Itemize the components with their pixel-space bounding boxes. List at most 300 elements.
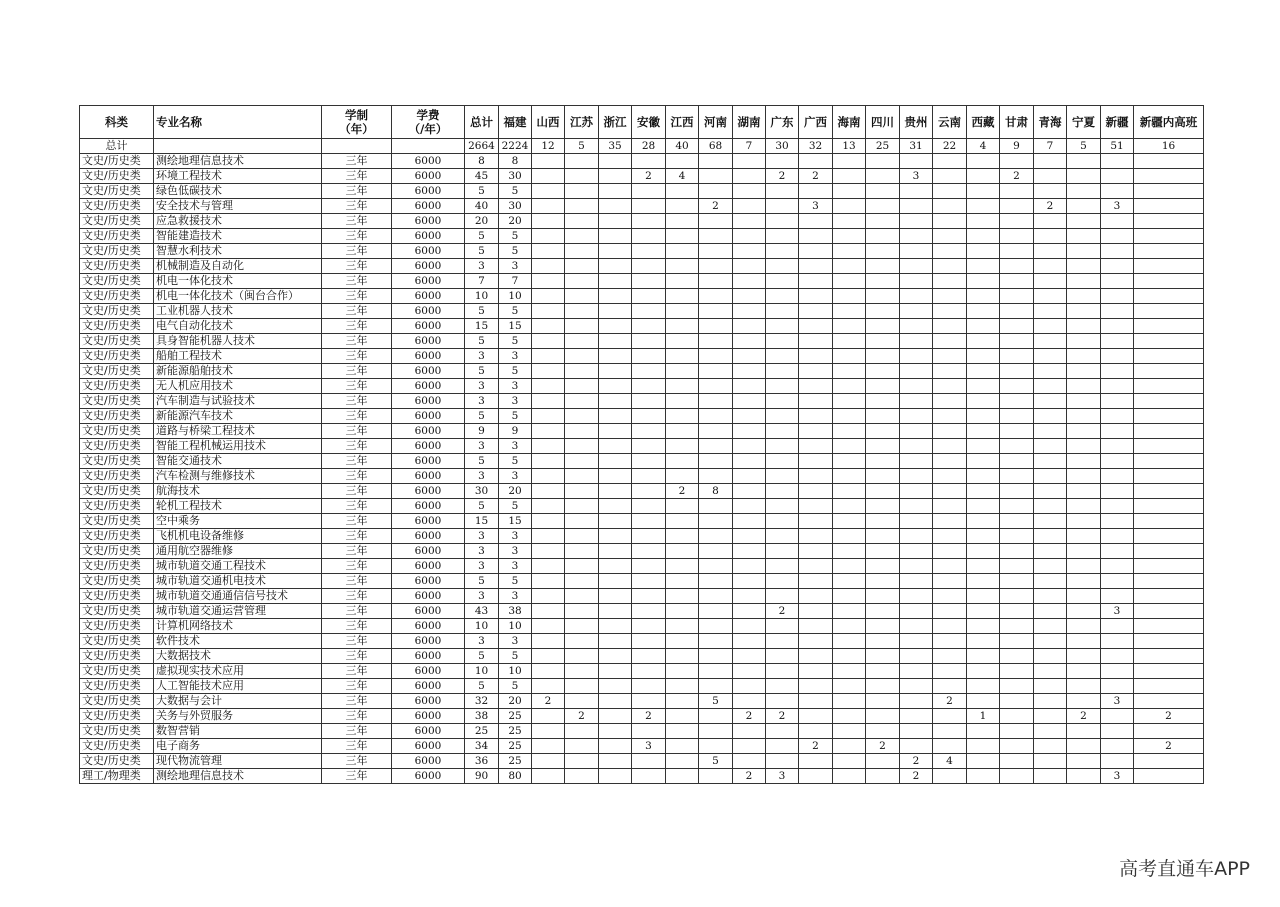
table-cell <box>900 259 933 274</box>
table-cell: 6000 <box>392 289 465 304</box>
table-row <box>80 769 1204 784</box>
table-cell <box>766 559 799 574</box>
table-cell: 2 <box>866 739 900 754</box>
table-cell <box>733 259 766 274</box>
table-cell <box>565 289 599 304</box>
table-cell <box>1101 514 1134 529</box>
table-cell: 25 <box>499 709 532 724</box>
table-cell: 文史/历史类 <box>80 724 154 739</box>
table-cell: 三年 <box>322 754 392 769</box>
table-cell: 文史/历史类 <box>80 499 154 514</box>
table-cell <box>1134 559 1204 574</box>
column-header: 专业名称 <box>154 106 322 139</box>
table-row <box>80 724 1204 739</box>
table-cell <box>1034 709 1067 724</box>
table-row <box>80 259 1204 274</box>
table-cell: 10 <box>499 289 532 304</box>
table-row <box>80 649 1204 664</box>
table-cell: 7 <box>465 274 499 289</box>
table-cell <box>666 274 699 289</box>
table-cell <box>866 394 900 409</box>
table-cell <box>699 664 733 679</box>
table-cell: 9 <box>1000 139 1034 154</box>
table-cell: 2 <box>532 694 565 709</box>
table-cell <box>599 259 632 274</box>
table-cell <box>1134 289 1204 304</box>
table-cell <box>799 769 833 784</box>
table-cell <box>733 199 766 214</box>
table-row <box>80 619 1204 634</box>
table-cell <box>866 274 900 289</box>
table-cell: 9 <box>465 424 499 439</box>
table-cell: 文史/历史类 <box>80 514 154 529</box>
table-cell <box>699 649 733 664</box>
table-cell <box>866 724 900 739</box>
table-cell <box>632 769 666 784</box>
table-cell <box>632 589 666 604</box>
table-cell <box>900 514 933 529</box>
table-cell <box>532 649 565 664</box>
table-cell <box>733 754 766 769</box>
table-cell <box>933 739 967 754</box>
table-cell: 城市轨道交通工程技术 <box>154 559 322 574</box>
table-cell <box>799 589 833 604</box>
table-cell <box>799 469 833 484</box>
table-cell <box>632 379 666 394</box>
table-cell <box>1000 274 1034 289</box>
table-cell <box>532 274 565 289</box>
watermark: 高考直通车APP <box>1119 858 1250 880</box>
table-cell: 文史/历史类 <box>80 154 154 169</box>
table-cell <box>967 724 1000 739</box>
table-cell: 三年 <box>322 484 392 499</box>
table-cell <box>532 409 565 424</box>
table-cell: 机电一体化技术（闽台合作） <box>154 289 322 304</box>
enrollment-plan-table <box>79 105 1204 784</box>
table-cell <box>666 319 699 334</box>
table-cell <box>1067 604 1101 619</box>
table-cell <box>967 679 1000 694</box>
table-cell <box>532 634 565 649</box>
table-cell: 28 <box>632 139 666 154</box>
table-cell <box>866 574 900 589</box>
table-cell <box>1134 259 1204 274</box>
table-cell <box>1000 154 1034 169</box>
table-cell <box>833 679 866 694</box>
table-cell <box>833 319 866 334</box>
table-cell <box>1101 169 1134 184</box>
table-row <box>80 409 1204 424</box>
table-cell <box>799 184 833 199</box>
table-cell <box>833 169 866 184</box>
table-cell <box>967 664 1000 679</box>
table-cell <box>900 424 933 439</box>
table-cell <box>632 454 666 469</box>
table-cell <box>933 289 967 304</box>
table-cell: 30 <box>499 169 532 184</box>
table-cell <box>632 619 666 634</box>
table-cell <box>1134 184 1204 199</box>
table-row <box>80 589 1204 604</box>
table-cell: 大数据技术 <box>154 649 322 664</box>
table-cell <box>933 424 967 439</box>
table-cell <box>766 409 799 424</box>
table-cell: 关务与外贸服务 <box>154 709 322 724</box>
table-cell <box>900 154 933 169</box>
table-cell <box>733 544 766 559</box>
table-cell: 3 <box>1101 769 1134 784</box>
table-cell <box>666 184 699 199</box>
table-cell <box>532 469 565 484</box>
table-cell <box>933 604 967 619</box>
table-cell <box>833 574 866 589</box>
table-cell: 6000 <box>392 364 465 379</box>
table-cell <box>933 379 967 394</box>
table-cell <box>833 604 866 619</box>
table-cell <box>967 559 1000 574</box>
table-cell: 2 <box>1000 169 1034 184</box>
table-cell <box>532 769 565 784</box>
column-header: 江苏 <box>565 106 599 139</box>
table-cell: 3 <box>499 259 532 274</box>
table-cell <box>900 574 933 589</box>
table-cell <box>1034 424 1067 439</box>
table-cell: 文史/历史类 <box>80 739 154 754</box>
table-cell <box>632 469 666 484</box>
table-cell <box>866 649 900 664</box>
table-cell <box>1134 334 1204 349</box>
table-cell <box>1101 424 1134 439</box>
table-cell <box>1067 289 1101 304</box>
table-cell <box>1000 184 1034 199</box>
table-cell: 智慧水利技术 <box>154 244 322 259</box>
table-cell <box>699 229 733 244</box>
table-cell <box>900 454 933 469</box>
table-cell: 90 <box>465 769 499 784</box>
table-cell <box>599 154 632 169</box>
table-cell: 三年 <box>322 454 392 469</box>
table-cell <box>532 739 565 754</box>
table-cell: 三年 <box>322 304 392 319</box>
table-cell <box>632 499 666 514</box>
table-cell: 5 <box>465 649 499 664</box>
table-cell <box>565 364 599 379</box>
table-cell <box>632 574 666 589</box>
table-cell <box>154 139 322 154</box>
table-cell <box>599 769 632 784</box>
table-cell <box>632 664 666 679</box>
table-cell <box>532 529 565 544</box>
table-cell: 智能工程机械运用技术 <box>154 439 322 454</box>
table-row <box>80 604 1204 619</box>
table-cell <box>900 469 933 484</box>
table-cell: 5 <box>1067 139 1101 154</box>
table-cell <box>1067 349 1101 364</box>
table-cell <box>833 439 866 454</box>
table-cell <box>599 754 632 769</box>
table-cell <box>565 274 599 289</box>
table-cell <box>900 199 933 214</box>
table-cell: 5 <box>499 184 532 199</box>
table-cell <box>699 574 733 589</box>
table-row <box>80 244 1204 259</box>
table-cell <box>532 619 565 634</box>
table-cell <box>666 724 699 739</box>
table-cell <box>866 334 900 349</box>
table-cell: 智能建造技术 <box>154 229 322 244</box>
table-cell <box>933 574 967 589</box>
table-cell <box>833 229 866 244</box>
table-cell <box>967 439 1000 454</box>
table-cell <box>666 349 699 364</box>
table-cell <box>666 199 699 214</box>
table-cell <box>599 394 632 409</box>
table-cell <box>900 529 933 544</box>
table-cell <box>532 154 565 169</box>
table-cell: 三年 <box>322 379 392 394</box>
table-cell: 三年 <box>322 649 392 664</box>
table-cell <box>532 319 565 334</box>
table-cell <box>799 619 833 634</box>
table-cell: 6000 <box>392 559 465 574</box>
table-row <box>80 514 1204 529</box>
table-cell: 文史/历史类 <box>80 454 154 469</box>
table-cell <box>565 454 599 469</box>
table-cell <box>833 199 866 214</box>
table-cell: 32 <box>465 694 499 709</box>
table-cell <box>766 154 799 169</box>
table-cell <box>565 469 599 484</box>
table-cell: 文史/历史类 <box>80 244 154 259</box>
table-cell <box>1034 184 1067 199</box>
table-row <box>80 169 1204 184</box>
table-cell <box>1134 514 1204 529</box>
table-cell: 城市轨道交通机电技术 <box>154 574 322 589</box>
table-cell <box>1000 664 1034 679</box>
table-cell <box>967 304 1000 319</box>
table-cell <box>632 679 666 694</box>
table-cell <box>666 364 699 379</box>
table-cell <box>1134 679 1204 694</box>
table-cell <box>967 619 1000 634</box>
table-cell <box>900 664 933 679</box>
table-cell <box>1067 319 1101 334</box>
table-cell <box>666 304 699 319</box>
table-cell: 3 <box>499 634 532 649</box>
table-cell: 5 <box>499 649 532 664</box>
table-cell: 3 <box>465 439 499 454</box>
table-cell <box>1134 364 1204 379</box>
table-cell <box>532 229 565 244</box>
table-cell <box>967 394 1000 409</box>
table-cell <box>1000 289 1034 304</box>
table-cell <box>1000 544 1034 559</box>
table-cell <box>666 529 699 544</box>
table-cell <box>1000 769 1034 784</box>
table-cell <box>866 604 900 619</box>
table-cell <box>1134 619 1204 634</box>
table-cell <box>565 649 599 664</box>
table-cell <box>799 604 833 619</box>
table-cell: 8 <box>465 154 499 169</box>
table-cell: 文史/历史类 <box>80 394 154 409</box>
table-cell: 文史/历史类 <box>80 349 154 364</box>
table-cell: 电气自动化技术 <box>154 319 322 334</box>
table-cell: 三年 <box>322 289 392 304</box>
table-cell <box>799 559 833 574</box>
table-cell: 6000 <box>392 664 465 679</box>
table-cell <box>866 199 900 214</box>
table-cell: 3 <box>499 559 532 574</box>
table-cell <box>699 349 733 364</box>
table-cell <box>599 604 632 619</box>
table-cell: 5 <box>465 499 499 514</box>
table-cell <box>733 319 766 334</box>
table-cell <box>766 694 799 709</box>
column-header: 四川 <box>866 106 900 139</box>
table-cell: 5 <box>465 304 499 319</box>
table-cell <box>1067 619 1101 634</box>
table-cell <box>599 379 632 394</box>
table-cell: 三年 <box>322 619 392 634</box>
table-cell: 智能交通技术 <box>154 454 322 469</box>
table-cell <box>933 364 967 379</box>
table-cell <box>1034 544 1067 559</box>
table-cell <box>1101 574 1134 589</box>
table-cell: 6000 <box>392 604 465 619</box>
table-cell <box>933 499 967 514</box>
table-cell <box>1000 619 1034 634</box>
table-cell <box>1067 754 1101 769</box>
table-cell: 12 <box>532 139 565 154</box>
table-cell: 15 <box>465 319 499 334</box>
table-cell <box>733 304 766 319</box>
table-cell: 三年 <box>322 499 392 514</box>
table-cell: 2 <box>799 169 833 184</box>
table-cell: 应急救援技术 <box>154 214 322 229</box>
table-cell <box>967 514 1000 529</box>
table-cell: 2 <box>733 769 766 784</box>
table-cell <box>833 589 866 604</box>
table-cell <box>833 454 866 469</box>
table-row <box>80 454 1204 469</box>
table-cell <box>933 409 967 424</box>
table-row <box>80 289 1204 304</box>
table-cell <box>766 274 799 289</box>
table-cell <box>632 334 666 349</box>
column-header: 贵州 <box>900 106 933 139</box>
table-cell: 三年 <box>322 424 392 439</box>
table-cell: 3 <box>499 469 532 484</box>
table-cell <box>699 724 733 739</box>
table-cell <box>967 544 1000 559</box>
table-cell <box>565 409 599 424</box>
table-cell: 6000 <box>392 154 465 169</box>
table-cell: 10 <box>465 289 499 304</box>
table-cell <box>967 649 1000 664</box>
table-cell <box>900 364 933 379</box>
table-cell <box>1067 514 1101 529</box>
table-cell: 3 <box>499 529 532 544</box>
table-cell <box>666 634 699 649</box>
table-cell <box>1000 334 1034 349</box>
table-cell <box>799 529 833 544</box>
table-cell <box>900 649 933 664</box>
table-cell <box>632 754 666 769</box>
table-cell <box>933 259 967 274</box>
table-cell <box>866 589 900 604</box>
table-cell <box>733 454 766 469</box>
table-cell <box>900 229 933 244</box>
table-cell <box>799 304 833 319</box>
table-cell <box>900 349 933 364</box>
table-cell <box>565 379 599 394</box>
table-cell: 2 <box>1067 709 1101 724</box>
table-cell <box>666 679 699 694</box>
table-cell: 3 <box>499 439 532 454</box>
table-cell <box>599 634 632 649</box>
table-cell: 3 <box>465 379 499 394</box>
table-cell <box>833 634 866 649</box>
table-cell <box>933 484 967 499</box>
table-cell: 2 <box>900 754 933 769</box>
table-cell <box>799 154 833 169</box>
table-cell <box>1000 364 1034 379</box>
table-cell <box>1134 319 1204 334</box>
table-cell <box>1000 589 1034 604</box>
table-cell <box>1134 229 1204 244</box>
table-cell: 7 <box>733 139 766 154</box>
table-cell <box>1000 454 1034 469</box>
table-cell <box>766 619 799 634</box>
table-cell <box>766 589 799 604</box>
table-cell <box>1034 559 1067 574</box>
table-cell <box>766 244 799 259</box>
table-cell <box>1134 604 1204 619</box>
table-cell <box>799 334 833 349</box>
table-cell <box>967 274 1000 289</box>
table-cell <box>322 139 392 154</box>
table-cell <box>799 679 833 694</box>
table-cell <box>1067 649 1101 664</box>
table-cell: 文史/历史类 <box>80 709 154 724</box>
table-cell: 20 <box>499 694 532 709</box>
table-cell <box>1067 544 1101 559</box>
table-cell <box>733 274 766 289</box>
table-cell: 三年 <box>322 709 392 724</box>
table-cell <box>532 304 565 319</box>
table-cell <box>866 154 900 169</box>
table-cell <box>799 484 833 499</box>
table-cell: 三年 <box>322 769 392 784</box>
table-cell <box>1067 184 1101 199</box>
table-cell <box>1101 154 1134 169</box>
table-cell <box>1067 214 1101 229</box>
table-cell <box>900 409 933 424</box>
table-cell <box>1034 514 1067 529</box>
table-cell <box>733 469 766 484</box>
table-row <box>80 694 1204 709</box>
table-cell: 6000 <box>392 169 465 184</box>
table-cell <box>866 754 900 769</box>
table-cell <box>1134 439 1204 454</box>
table-cell <box>666 694 699 709</box>
table-cell: 现代物流管理 <box>154 754 322 769</box>
table-cell <box>1000 529 1034 544</box>
table-cell <box>632 649 666 664</box>
table-cell <box>1134 409 1204 424</box>
table-cell: 22 <box>933 139 967 154</box>
